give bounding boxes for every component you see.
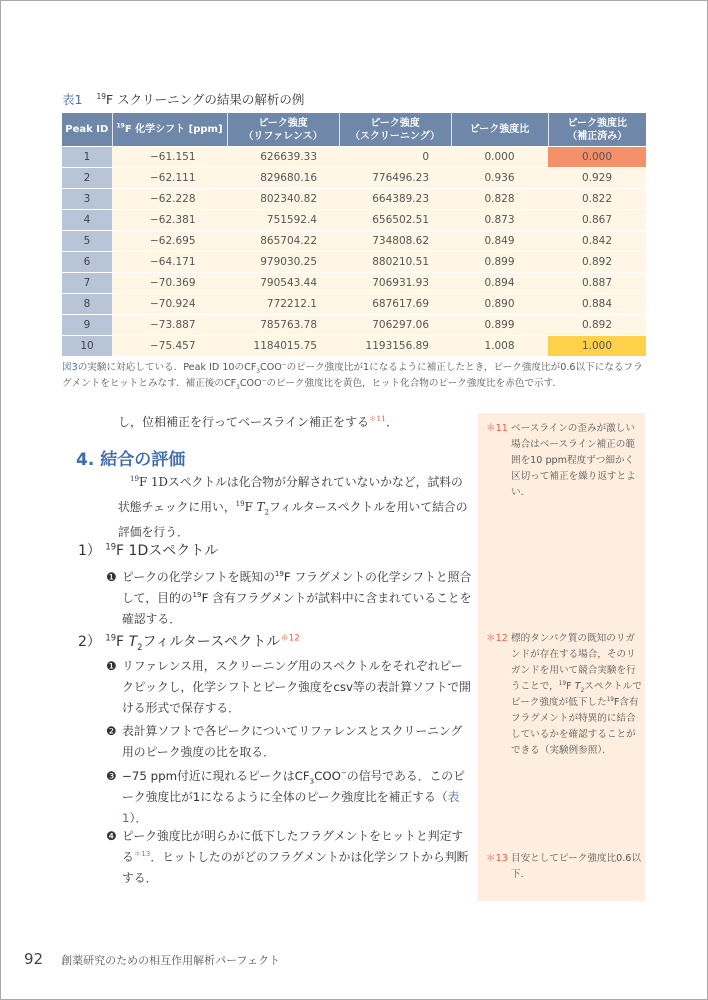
peak-id-cell: 8 [62,294,112,315]
item-text-c: の信号である．このピーク強度比が1になるように全体のピーク強度比を補正する（ [122,769,465,804]
table-row [62,273,646,294]
intro-sup-1: 19 [130,474,140,484]
sidenote-13 [486,851,642,883]
ref-intensity-cell: 1184015.75 [227,336,339,357]
header-scr-intensity [339,113,451,147]
page-number: 92 [24,950,44,968]
intro-T: T [256,500,265,514]
sidenote-12-sub: 2 [580,687,585,694]
ref-intensity-cell: 790543.44 [227,273,339,294]
caption-text-5: のピーク強度比を黄色，ヒット化合物のピーク強度比を赤色で示す． [266,378,563,389]
item-text: リファレンス用，スクリーニング用のスペクトルをそれぞれピークピックし，化学シフトとピーク強度をcsv等の表計算ソフトで開ける形式で保存する． [122,659,471,715]
item-text-c: F 含有フラグメントが試料中に含まれていることを確認する． [122,591,472,626]
sidenote-mark: ＊13 [486,853,508,864]
table-header-row [62,113,646,147]
caption-sub-2: 3 [236,384,240,391]
corrected-ratio-cell: 0.000 [548,147,646,168]
results-table [62,113,646,356]
ratio-cell: 0.000 [451,147,548,168]
chemical-shift-cell: −62.228 [112,189,227,210]
peak-id-cell: 1 [62,147,112,168]
scr-intensity-cell: 687617.69 [339,294,451,315]
item-sub: 3 [309,776,315,786]
ratio-cell: 0.873 [451,210,548,231]
corrected-ratio-cell: 0.929 [548,168,646,189]
item-text: 表計算ソフトで各ピークについてリファレンスとスクリーニング用のピーク強度の比を取る． [122,724,463,759]
item-text-d: ）． [129,811,148,825]
scr-intensity-cell: 1193156.89 [339,336,451,357]
subsection-2-sup: 19 [105,632,117,643]
subsection-2-sub: 2 [137,641,143,652]
corrected-ratio-cell: 0.842 [548,231,646,252]
scr-intensity-cell: 0 [339,147,451,168]
isotope-sup: 19 [96,91,106,101]
chemical-shift-cell: −64.171 [112,252,227,273]
header-shift-text: F 化学シフト [ppm] [124,124,223,135]
corrected-ratio-cell: 0.867 [548,210,646,231]
peak-id-cell: 9 [62,315,112,336]
ref-intensity-cell: 785763.78 [227,315,339,336]
item-text-a: −75 ppm付近に現れるピークはCF [122,769,310,783]
ratio-cell: 0.890 [451,294,548,315]
ref-intensity-cell: 772212.1 [227,294,339,315]
sidenote-12-c: スペクトルでピーク強度が低下した [511,681,642,708]
item-sup-1: 19 [274,569,284,579]
caption-text-3: のピーク強度比が1になるように補正したとき，ピーク強度比が0.6以下になるフラグメントをヒットとみなす．補正後のCF [62,362,643,389]
ratio-cell: 1.008 [451,336,548,357]
table-row [62,147,646,168]
sidenote-text: ベースラインの歪みが激しい場合はベースライン補正の範囲を10 ppm程度ずつ細かく区切って補正を繰り返すとよい． [511,423,636,498]
table-row [62,210,646,231]
subsection-2-title: フィルタースペクトル [142,634,281,650]
peak-id-cell: 4 [62,210,112,231]
bullet-3-icon: ❸ [106,769,117,783]
ratio-cell: 0.849 [451,231,548,252]
scr-intensity-cell: 734808.62 [339,231,451,252]
ratio-cell: 0.828 [451,189,548,210]
table-1-link[interactable]: 表1 [122,790,460,825]
sidenote-12-T: T [574,681,581,692]
footnote-ref-11[interactable]: ＊11 [369,414,386,423]
ref-intensity-cell: 979030.25 [227,252,339,273]
sidenote-12-a: 標的タンパク質の既知のリガンドが存在する場合，そのリガンドを用いて競合実験を行うことで， [511,633,636,692]
subsection-2-item-1 [106,656,474,719]
scr-intensity-cell: 664389.23 [339,189,451,210]
corrected-ratio-cell: 0.822 [548,189,646,210]
bullet-1-icon: ❶ [106,659,117,673]
sidenote-12-sup2: 19 [606,696,614,703]
table-body [62,147,646,357]
header-scr-line1: ピーク強度 [370,117,420,129]
header-peak-id: Peak ID [62,113,112,147]
table-title-text: F スクリーニングの結果の解析の例 [106,92,305,107]
item-text-b: F フラグメントの化学シフトと照合して，目的の [122,570,472,605]
header-ratio: ピーク強度比 [451,113,548,147]
subsection-1-sup: 19 [105,541,117,552]
ratio-cell: 0.936 [451,168,548,189]
scr-intensity-cell: 776496.23 [339,168,451,189]
figure-ref-link[interactable]: 図3 [62,362,78,373]
sidenote-12-b: F [566,681,575,692]
sidenote-11 [486,421,642,501]
intro-text-a: F 1Dスペクトルは化合物が分解されていないかなど，試料の状態チェックに用い， [118,475,463,514]
subsection-1-title: F 1Dスペクトル [116,543,219,559]
scr-intensity-cell: 706297.06 [339,315,451,336]
ratio-cell: 0.894 [451,273,548,294]
sidenote-text: 目安としてピーク強度比0.6以下． [511,853,641,880]
corrected-ratio-cell: 1.000 [548,336,646,357]
header-ref-intensity [227,113,339,147]
subsection-2-T: T [128,634,138,650]
header-corrected-ratio [548,113,646,147]
ref-intensity-cell: 751592.4 [227,210,339,231]
chemical-shift-cell: −62.695 [112,231,227,252]
caption-sub-1: 3 [256,368,261,375]
sidenote-12 [486,631,642,759]
ratio-cell: 0.899 [451,252,548,273]
chemical-shift-cell: −73.887 [112,315,227,336]
caption-sup-2: − [261,377,267,384]
peak-id-cell: 7 [62,273,112,294]
chemical-shift-cell: −62.111 [112,168,227,189]
subsection-2-number: 2） [78,634,101,650]
chemical-shift-cell: −61.151 [112,147,227,168]
item-sup: − [340,768,347,778]
continuation-end: ． [385,415,398,429]
item-text-a: ピークの化学シフトを既知の [122,570,275,584]
caption-text-2: COO [260,362,282,373]
subsection-2-item-4 [106,826,474,889]
subsection-1-number: 1） [78,543,101,559]
table-title [62,90,304,108]
scr-intensity-cell: 656502.51 [339,210,451,231]
header-chemical-shift [112,113,227,147]
item-text-b: ．ヒットしたのがどのフラグメントかは化学シフトから判断する． [122,850,469,885]
continuation-paragraph [118,413,528,430]
intro-sub: 2 [264,507,269,517]
ref-intensity-cell: 865704.22 [227,231,339,252]
table-label: 表1 [62,92,83,107]
table-row [62,252,646,273]
bullet-1-icon: ❶ [106,570,117,584]
header-corr-line1: ピーク強度比 [567,117,628,129]
sidenote-12-sup1: 19 [558,680,567,687]
caption-text-1: の実験に対応している．Peak ID 10のCF [77,362,257,373]
ref-intensity-cell: 829680.16 [227,168,339,189]
peak-id-cell: 2 [62,168,112,189]
sidenote-mark: ＊11 [486,423,508,434]
continuation-text: し，位相補正を行ってベースライン補正をする [118,415,370,429]
bullet-2-icon: ❷ [106,724,117,738]
ref-intensity-cell: 626639.33 [227,147,339,168]
header-shift-sup: 19 [116,122,125,130]
ref-intensity-cell: 802340.82 [227,189,339,210]
ratio-cell: 0.899 [451,315,548,336]
intro-sup-2: 19 [235,499,245,509]
corrected-ratio-cell: 0.892 [548,315,646,336]
book-title: 創薬研究のための相互作用解析パーフェクト [61,954,280,967]
item-text-b: COO [314,769,341,783]
subsection-2-heading [78,631,488,651]
header-scr-line2: （スクリーニング） [349,130,441,142]
chemical-shift-cell: −70.924 [112,294,227,315]
header-ref-line1: ピーク強度 [258,117,308,129]
caption-text-4: COO [239,378,262,389]
footnote-ref-12[interactable]: ＊12 [280,633,300,644]
subsection-2-f: F [116,634,129,650]
scr-intensity-cell: 706931.93 [339,273,451,294]
intro-paragraph [118,470,470,545]
section-heading: 4. 結合の評価 [76,450,186,470]
subsection-1-item-1 [106,567,474,630]
page-footer [24,950,280,968]
corrected-ratio-cell: 0.884 [548,294,646,315]
peak-id-cell: 3 [62,189,112,210]
peak-id-cell: 5 [62,231,112,252]
sidenote-text [511,631,642,759]
chemical-shift-cell: −75.457 [112,336,227,357]
header-ref-line2: （リファレンス） [243,130,323,142]
item-text [122,826,474,889]
table-row [62,336,646,357]
subsection-1-heading [78,540,488,560]
intro-text-c: フィルタースペクトルを用いて結合の評価を行う． [118,500,468,539]
item-text [122,567,474,630]
table-row [62,168,646,189]
caption-sup-1: − [281,361,287,368]
table-row [62,189,646,210]
footnote-ref-13[interactable]: ＊13 [133,849,151,859]
table-row [62,231,646,252]
table-row [62,315,646,336]
header-corr-line2: （補正済み） [567,130,628,142]
item-text-a: ピーク強度比が明らかに低下したフラグメントをヒットと判定する [122,829,464,864]
scr-intensity-cell: 880210.51 [339,252,451,273]
subsection-2-item-3 [106,766,474,829]
item-text [122,766,474,829]
corrected-ratio-cell: 0.892 [548,252,646,273]
sidenote-12-d: F含有フラグメントが特異的に結合しているかを確認することができる（実験例参照）． [511,697,639,756]
corrected-ratio-cell: 0.887 [548,273,646,294]
table-row [62,294,646,315]
bullet-4-icon: ❹ [106,829,117,843]
chemical-shift-cell: −62.381 [112,210,227,231]
peak-id-cell: 10 [62,336,112,357]
table-caption [62,360,648,392]
peak-id-cell: 6 [62,252,112,273]
subsection-2-item-2 [106,721,474,763]
sidenote-mark: ＊12 [486,633,508,644]
chemical-shift-cell: −70.369 [112,273,227,294]
intro-text-b: F [244,500,257,514]
item-sup-2: 19 [192,590,202,600]
